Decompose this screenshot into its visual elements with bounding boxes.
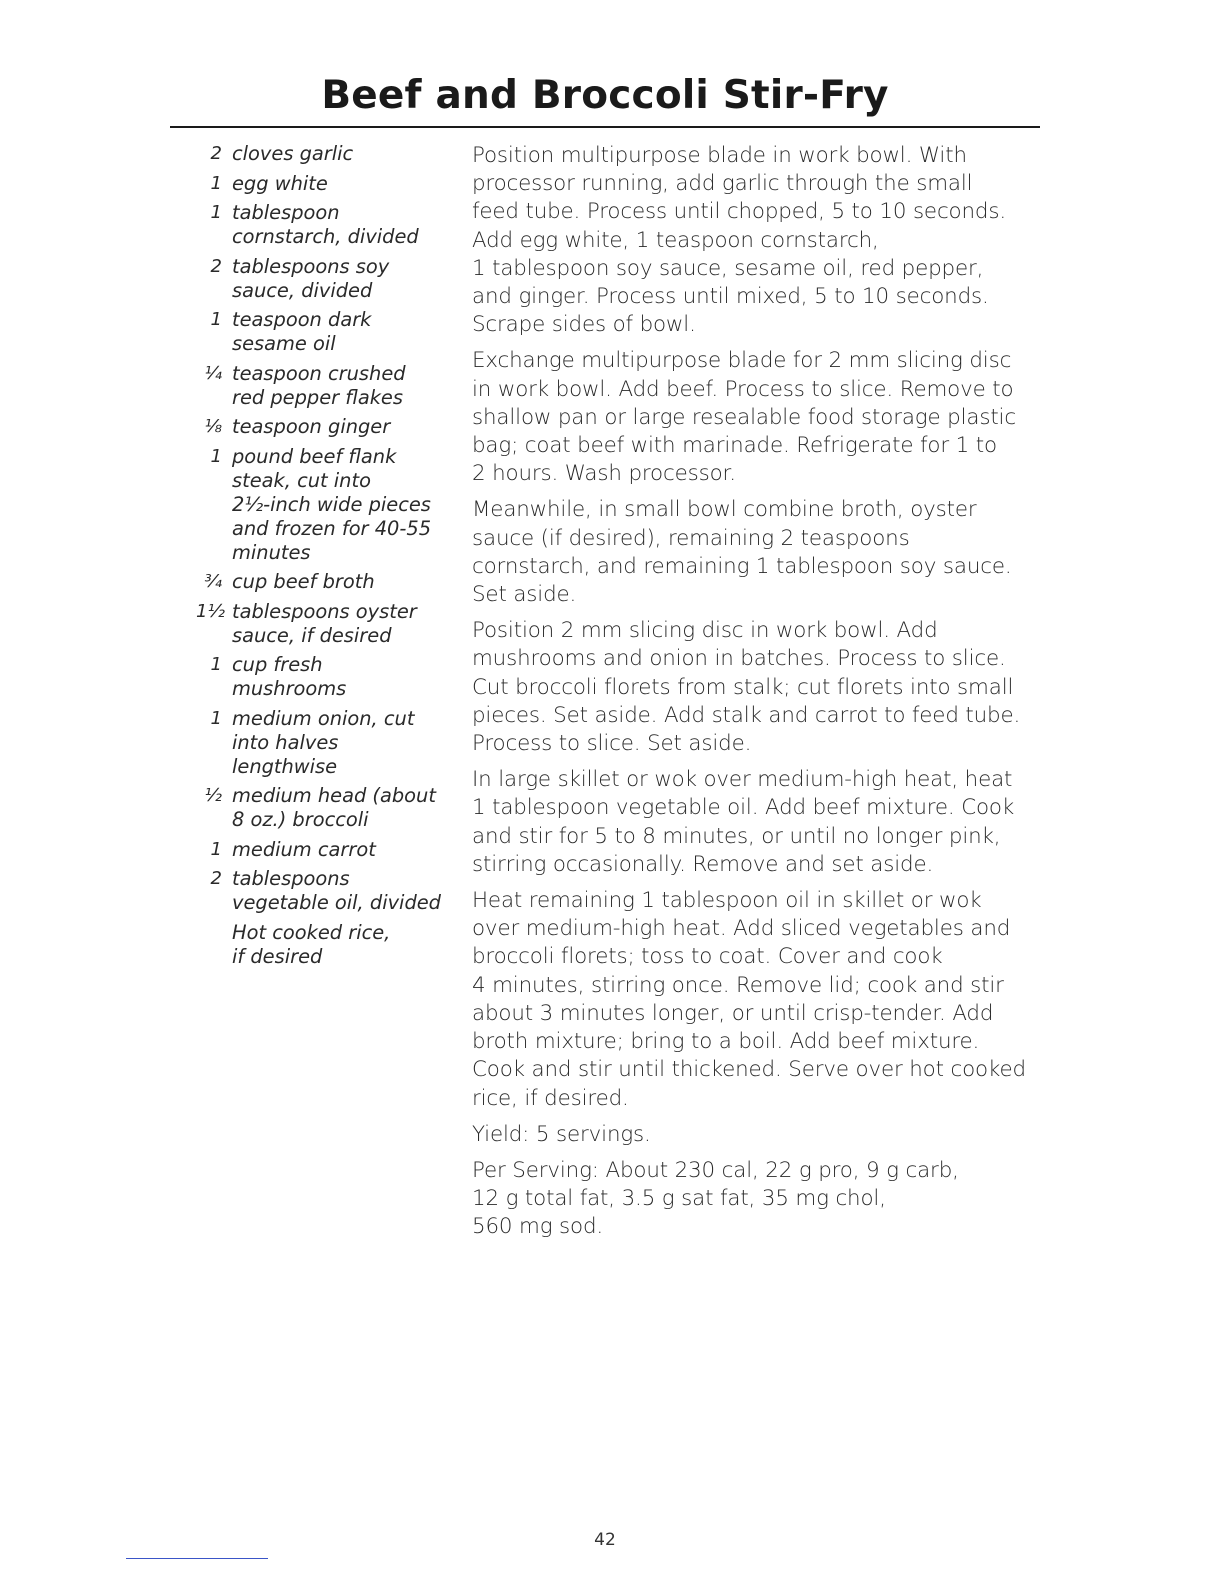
ingredient-item bbox=[196, 600, 458, 648]
ingredient-item bbox=[196, 921, 458, 969]
ingredient-item bbox=[196, 255, 458, 303]
ingredient-quantity: 1 bbox=[210, 838, 222, 860]
ingredient-quantity: ¼ bbox=[204, 362, 222, 384]
title-divider bbox=[170, 126, 1040, 128]
ingredient-text: medium head (about 8 oz.) broccoli bbox=[232, 784, 436, 831]
ingredient-quantity: 1 bbox=[210, 172, 222, 194]
page-number: 42 bbox=[594, 1530, 616, 1550]
ingredient-item bbox=[196, 653, 458, 701]
direction-step: Meanwhile, in small bowl combine broth, oyster sauce (if desired), remaining 2 teaspoons cornstarch, and remaining 1 tablespoon soy sauce. Set aside. bbox=[472, 497, 1012, 608]
ingredient-text: medium carrot bbox=[232, 837, 376, 861]
direction-step: Position multipurpose blade in work bowl. With processor running, add garlic through the small feed tube. Process until chopped, 5 to 10 seconds. Add egg white, 1 teaspoon cornstarch, 1 tablespoon soy sauce, sesame oil, red pepper, and ginger. Process until mixed, 5 to 10 seconds. Scrape sides of bowl. bbox=[472, 143, 1006, 338]
ingredient-quantity: 1½ bbox=[196, 600, 225, 622]
ingredient-quantity: ½ bbox=[204, 785, 222, 806]
ingredient-item bbox=[196, 570, 458, 594]
footer-divider bbox=[126, 1558, 268, 1559]
recipe-title: Beef and Broccoli Stir-Fry bbox=[321, 73, 889, 118]
ingredient-quantity: ¾ bbox=[204, 571, 222, 592]
ingredient-item bbox=[196, 172, 458, 196]
ingredient-text: cloves garlic bbox=[232, 142, 354, 165]
ingredient-quantity: 2 bbox=[210, 868, 222, 889]
ingredient-item bbox=[196, 838, 458, 862]
direction-step: Heat remaining 1 tablespoon oil in skillet or wok over medium-high heat. Add sliced vegetables and broccoli florets; toss to coat. Cover and cook 4 minutes, stirring once. Remove lid; cook and stir about 3 minutes longer, or until crisp-tender. Add broth mixture; bring to a boil. Add beef mixture. Cook and stir until thickened. Serve over hot cooked rice, if desired. bbox=[472, 888, 1026, 1111]
ingredient-text: teaspoon dark sesame oil bbox=[232, 308, 372, 355]
ingredient-item bbox=[196, 707, 458, 779]
ingredient-quantity: 2 bbox=[210, 255, 222, 277]
direction-step: In large skillet or wok over medium-high heat, heat 1 tablespoon vegetable oil. Add beef mixture. Cook and stir for 5 to 8 minutes, or until no longer pink, stirring occasionally. Remove and set aside. bbox=[472, 767, 1015, 877]
ingredient-item bbox=[196, 415, 458, 439]
ingredient-item bbox=[196, 362, 458, 410]
ingredient-text: teaspoon crushed red pepper flakes bbox=[232, 361, 406, 409]
ingredient-item bbox=[196, 308, 458, 356]
ingredient-item bbox=[196, 445, 458, 565]
ingredient-item bbox=[196, 201, 458, 249]
ingredient-quantity: 1 bbox=[210, 707, 222, 729]
ingredient-quantity: 1 bbox=[210, 654, 222, 675]
direction-step: Exchange multipurpose blade for 2 mm slicing disc in work bowl. Add beef. Process to slice. Remove to shallow pan or large resealable food storage plastic bag; coat beef with marinade. Refrigerate for 1 to 2 hours. Wash processor. bbox=[472, 348, 1016, 487]
direction-step: Position 2 mm slicing disc in work bowl. Add mushrooms and onion in batches. Process to slice. Cut broccoli florets from stalk; cut florets into small pieces. Set aside. Add stalk and carrot to feed tube. Process to slice. Set aside. bbox=[472, 618, 1021, 757]
ingredient-text: egg white bbox=[232, 171, 328, 195]
ingredient-text: cup fresh mushrooms bbox=[232, 653, 347, 700]
ingredient-quantity: 1 bbox=[210, 309, 222, 330]
ingredient-list bbox=[196, 142, 458, 974]
ingredient-text: cup beef broth bbox=[232, 570, 375, 593]
ingredient-quantity: 1 bbox=[210, 202, 222, 223]
ingredient-text: medium onion, cut into halves lengthwise bbox=[232, 706, 415, 778]
ingredient-text: pound beef flank steak, cut into 2½-inch wide pieces and frozen for 40-55 minutes bbox=[232, 444, 432, 564]
ingredient-quantity bbox=[196, 921, 222, 969]
ingredient-text: tablespoons vegetable oil, divided bbox=[232, 867, 441, 914]
ingredient-text: teaspoon ginger bbox=[232, 415, 391, 438]
ingredient-item bbox=[196, 142, 458, 166]
ingredient-quantity: ⅛ bbox=[204, 416, 222, 437]
nutrition-text: Per Serving: About 230 cal, 22 g pro, 9 g carb, 12 g total fat, 3.5 g sat fat, 35 mg chol, 560 mg sod. bbox=[472, 1157, 959, 1240]
ingredient-quantity: 1 bbox=[210, 445, 222, 467]
yield-text: Yield: 5 servings. bbox=[472, 1121, 651, 1147]
ingredient-item bbox=[196, 867, 458, 915]
ingredient-text: Hot cooked rice, if desired bbox=[232, 920, 391, 968]
ingredient-text: tablespoons oyster sauce, if desired bbox=[232, 599, 417, 647]
ingredient-item bbox=[196, 784, 458, 832]
ingredient-text: tablespoon cornstarch, divided bbox=[232, 201, 419, 248]
ingredient-quantity: 2 bbox=[210, 143, 222, 164]
ingredient-text: tablespoons soy sauce, divided bbox=[232, 254, 390, 302]
directions bbox=[472, 142, 1042, 1250]
